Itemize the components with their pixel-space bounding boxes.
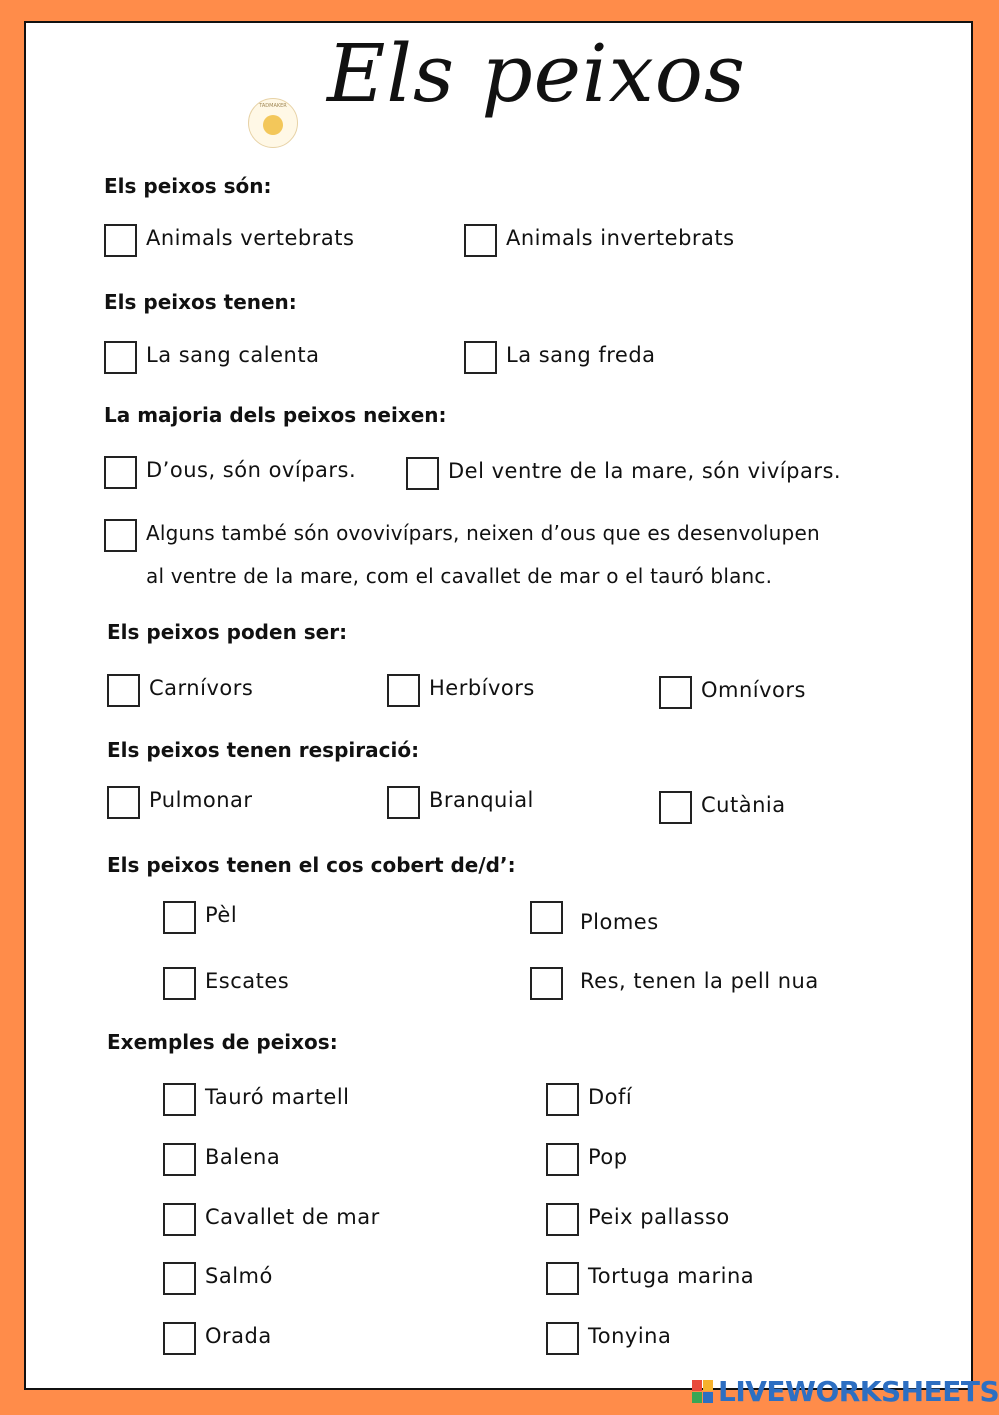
checkbox[interactable] bbox=[104, 341, 137, 374]
option-label: Peix pallasso bbox=[588, 1205, 730, 1229]
checkbox[interactable] bbox=[107, 786, 140, 819]
option-label: D’ous, són ovípars. bbox=[146, 458, 357, 482]
question-label: Els peixos tenen: bbox=[104, 290, 297, 314]
option-label: Plomes bbox=[580, 910, 659, 934]
option-label: Omnívors bbox=[701, 678, 806, 702]
option-label: Pulmonar bbox=[149, 788, 253, 812]
option-label: Animals vertebrats bbox=[146, 226, 355, 250]
question-label: Exemples de peixos: bbox=[107, 1030, 338, 1054]
checkbox[interactable] bbox=[104, 519, 137, 552]
option-label-continuation: al ventre de la mare, com el cavallet de mar o el tauró blanc. bbox=[146, 564, 773, 588]
option-label: La sang calenta bbox=[146, 343, 320, 367]
checkbox[interactable] bbox=[464, 224, 497, 257]
checkbox[interactable] bbox=[530, 901, 563, 934]
option-label: Del ventre de la mare, són vivípars. bbox=[448, 459, 842, 483]
checkbox[interactable] bbox=[546, 1262, 579, 1295]
checkbox[interactable] bbox=[104, 456, 137, 489]
checkbox[interactable] bbox=[659, 676, 692, 709]
checkbox[interactable] bbox=[546, 1083, 579, 1116]
checkbox[interactable] bbox=[546, 1143, 579, 1176]
checkbox[interactable] bbox=[546, 1203, 579, 1236]
question-label: Els peixos tenen respiració: bbox=[107, 738, 420, 762]
option-label: Balena bbox=[205, 1145, 281, 1169]
option-label: Carnívors bbox=[149, 676, 254, 700]
checkbox[interactable] bbox=[530, 967, 563, 1000]
checkbox[interactable] bbox=[659, 791, 692, 824]
checkbox[interactable] bbox=[464, 341, 497, 374]
checkbox[interactable] bbox=[163, 1262, 196, 1295]
option-label: Salmó bbox=[205, 1264, 273, 1288]
liveworksheets-logo-icon bbox=[692, 1380, 714, 1404]
option-label: Tortuga marina bbox=[588, 1264, 755, 1288]
checkbox[interactable] bbox=[163, 1203, 196, 1236]
checkbox[interactable] bbox=[104, 224, 137, 257]
page-title: Els peixos bbox=[327, 27, 746, 120]
option-label: Branquial bbox=[429, 788, 534, 812]
option-label: Cutània bbox=[701, 793, 786, 817]
option-label: Escates bbox=[205, 969, 290, 993]
option-label: Animals invertebrats bbox=[506, 226, 735, 250]
option-label: Dofí bbox=[588, 1085, 633, 1109]
checkbox[interactable] bbox=[163, 1322, 196, 1355]
checkbox[interactable] bbox=[163, 1083, 196, 1116]
question-label: La majoria dels peixos neixen: bbox=[104, 403, 447, 427]
question-label: Els peixos són: bbox=[104, 174, 272, 198]
option-label: Tauró martell bbox=[205, 1085, 350, 1109]
brand-text: LIVEWORKSHEETS bbox=[718, 1375, 999, 1408]
logo-text: TADMAKER bbox=[259, 103, 287, 109]
option-label: Pèl bbox=[205, 903, 238, 927]
option-label: Tonyina bbox=[588, 1324, 672, 1348]
option-label: Res, tenen la pell nua bbox=[580, 969, 819, 993]
option-label: La sang freda bbox=[506, 343, 656, 367]
checkbox[interactable] bbox=[406, 457, 439, 490]
option-label: Orada bbox=[205, 1324, 272, 1348]
option-label: Alguns també són ovovivípars, neixen d’ous que es desenvolupen bbox=[146, 521, 820, 545]
checkbox[interactable] bbox=[387, 786, 420, 819]
checkbox[interactable] bbox=[107, 674, 140, 707]
question-label: Els peixos tenen el cos cobert de/d’: bbox=[107, 853, 516, 877]
checkbox[interactable] bbox=[163, 1143, 196, 1176]
checkbox[interactable] bbox=[546, 1322, 579, 1355]
checkbox[interactable] bbox=[387, 674, 420, 707]
option-label: Herbívors bbox=[429, 676, 535, 700]
checkbox[interactable] bbox=[163, 967, 196, 1000]
option-label: Pop bbox=[588, 1145, 628, 1169]
option-label: Cavallet de mar bbox=[205, 1205, 380, 1229]
fish-logo-icon bbox=[248, 98, 298, 148]
checkbox[interactable] bbox=[163, 901, 196, 934]
question-label: Els peixos poden ser: bbox=[107, 620, 348, 644]
